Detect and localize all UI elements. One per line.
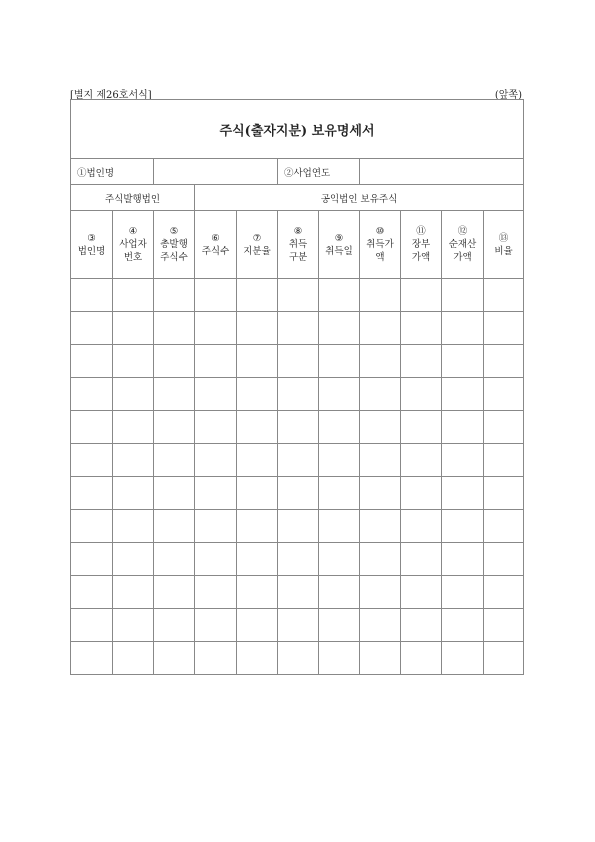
column-label: 취득일 bbox=[325, 245, 353, 257]
table-cell[interactable] bbox=[237, 444, 278, 477]
table-cell[interactable] bbox=[113, 411, 154, 444]
table-cell[interactable] bbox=[71, 279, 113, 312]
table-cell[interactable] bbox=[360, 510, 401, 543]
table-cell[interactable] bbox=[71, 609, 113, 642]
table-cell[interactable] bbox=[319, 345, 360, 378]
table-cell[interactable] bbox=[360, 279, 401, 312]
page-side-label: (앞쪽) bbox=[494, 90, 522, 101]
table-cell[interactable] bbox=[401, 642, 442, 675]
table-cell[interactable] bbox=[195, 510, 237, 543]
table-cell[interactable] bbox=[71, 312, 113, 345]
table-cell[interactable] bbox=[154, 477, 195, 510]
table-cell[interactable] bbox=[195, 279, 237, 312]
table-row bbox=[71, 279, 524, 312]
table-cell[interactable] bbox=[319, 378, 360, 411]
table-row bbox=[71, 345, 524, 378]
table-cell[interactable] bbox=[442, 576, 484, 609]
table-cell[interactable] bbox=[237, 378, 278, 411]
table-cell[interactable] bbox=[154, 576, 195, 609]
column-label: 가액 bbox=[453, 252, 472, 263]
column-label: 번호 bbox=[123, 252, 143, 263]
column-label: 주식수 bbox=[160, 252, 188, 263]
table-cell[interactable] bbox=[71, 543, 113, 576]
column-number: ⑬ bbox=[498, 232, 509, 244]
table-cell[interactable] bbox=[401, 510, 442, 543]
table-cell[interactable] bbox=[360, 378, 401, 411]
table-cell[interactable] bbox=[401, 378, 442, 411]
table-cell[interactable] bbox=[484, 279, 524, 312]
table-cell[interactable] bbox=[154, 345, 195, 378]
table-cell[interactable] bbox=[195, 411, 237, 444]
table-cell[interactable] bbox=[113, 543, 154, 576]
table-cell[interactable] bbox=[154, 510, 195, 543]
table-cell[interactable] bbox=[195, 378, 237, 411]
column-header bbox=[195, 211, 237, 279]
table-cell[interactable] bbox=[360, 411, 401, 444]
table-cell[interactable] bbox=[113, 345, 154, 378]
issuer-group-header: 주식발행법인 bbox=[71, 185, 195, 211]
table-cell[interactable] bbox=[195, 609, 237, 642]
column-number: ⑨ bbox=[334, 232, 344, 244]
table-cell[interactable] bbox=[154, 543, 195, 576]
column-label: 가액 bbox=[411, 252, 431, 263]
table-cell[interactable] bbox=[360, 609, 401, 642]
table-cell[interactable] bbox=[278, 510, 319, 543]
table-cell[interactable] bbox=[360, 345, 401, 378]
table-cell[interactable] bbox=[401, 609, 442, 642]
column-header bbox=[360, 211, 401, 279]
table-cell[interactable] bbox=[484, 312, 524, 345]
column-number: ④ bbox=[128, 226, 138, 237]
table-cell[interactable] bbox=[360, 642, 401, 675]
column-number: ⑩ bbox=[375, 226, 385, 237]
table-cell[interactable] bbox=[360, 444, 401, 477]
table-cell[interactable] bbox=[442, 279, 484, 312]
table-row bbox=[71, 477, 524, 510]
table-cell[interactable] bbox=[401, 477, 442, 510]
table-cell[interactable] bbox=[154, 279, 195, 312]
fiscal-year-field[interactable] bbox=[360, 159, 524, 185]
table-cell[interactable] bbox=[278, 642, 319, 675]
table-cell[interactable] bbox=[113, 477, 154, 510]
table-cell[interactable] bbox=[154, 609, 195, 642]
table-cell[interactable] bbox=[484, 477, 524, 510]
table-cell[interactable] bbox=[113, 642, 154, 675]
table-cell[interactable] bbox=[113, 510, 154, 543]
data-rows bbox=[71, 279, 524, 675]
column-header bbox=[484, 211, 524, 279]
table-cell[interactable] bbox=[237, 576, 278, 609]
table-cell[interactable] bbox=[484, 543, 524, 576]
table-cell[interactable] bbox=[71, 576, 113, 609]
table-cell[interactable] bbox=[278, 279, 319, 312]
column-label: 지분율 bbox=[243, 245, 271, 257]
column-header bbox=[154, 211, 195, 279]
table-cell[interactable] bbox=[484, 609, 524, 642]
column-header bbox=[442, 211, 484, 279]
table-cell[interactable] bbox=[278, 477, 319, 510]
table-cell[interactable] bbox=[113, 378, 154, 411]
table-cell[interactable] bbox=[71, 378, 113, 411]
table-row bbox=[71, 576, 524, 609]
column-label: 취득가 bbox=[366, 239, 394, 250]
table-cell[interactable] bbox=[71, 444, 113, 477]
column-header bbox=[401, 211, 442, 279]
column-label: 취득 bbox=[288, 239, 308, 250]
table-cell[interactable] bbox=[195, 543, 237, 576]
table-cell[interactable] bbox=[442, 642, 484, 675]
column-label: 주식수 bbox=[201, 245, 230, 257]
column-number: ⑧ bbox=[293, 226, 303, 237]
column-label: 법인명 bbox=[77, 245, 106, 257]
table-cell[interactable] bbox=[319, 609, 360, 642]
table-cell[interactable] bbox=[442, 345, 484, 378]
table-cell[interactable] bbox=[442, 312, 484, 345]
table-row bbox=[71, 543, 524, 576]
table-cell[interactable] bbox=[360, 312, 401, 345]
table-cell[interactable] bbox=[278, 378, 319, 411]
column-number: ⑦ bbox=[252, 232, 262, 244]
table-cell[interactable] bbox=[154, 312, 195, 345]
table-cell[interactable] bbox=[237, 543, 278, 576]
table-row bbox=[71, 411, 524, 444]
table-cell[interactable] bbox=[278, 345, 319, 378]
table-cell[interactable] bbox=[113, 312, 154, 345]
table-cell[interactable] bbox=[71, 642, 113, 675]
table-row bbox=[71, 444, 524, 477]
table-cell[interactable] bbox=[237, 411, 278, 444]
table-cell[interactable] bbox=[237, 279, 278, 312]
table-cell[interactable] bbox=[442, 378, 484, 411]
table-cell[interactable] bbox=[195, 477, 237, 510]
table-cell[interactable] bbox=[154, 411, 195, 444]
table-row bbox=[71, 378, 524, 411]
table-cell[interactable] bbox=[195, 444, 237, 477]
table-cell[interactable] bbox=[319, 279, 360, 312]
table-cell[interactable] bbox=[484, 345, 524, 378]
table-cell[interactable] bbox=[278, 609, 319, 642]
table-cell[interactable] bbox=[113, 279, 154, 312]
table-cell[interactable] bbox=[278, 312, 319, 345]
table-cell[interactable] bbox=[71, 510, 113, 543]
table-cell[interactable] bbox=[484, 576, 524, 609]
table-cell[interactable] bbox=[360, 477, 401, 510]
corp-name-field[interactable] bbox=[154, 159, 278, 185]
table-cell[interactable] bbox=[113, 576, 154, 609]
column-label: 구분 bbox=[288, 252, 308, 263]
table-cell[interactable] bbox=[195, 576, 237, 609]
table-cell[interactable] bbox=[237, 510, 278, 543]
table-cell[interactable] bbox=[484, 510, 524, 543]
table-cell[interactable] bbox=[237, 345, 278, 378]
column-header bbox=[278, 211, 319, 279]
table-cell[interactable] bbox=[442, 609, 484, 642]
table-cell[interactable] bbox=[154, 642, 195, 675]
table-cell[interactable] bbox=[195, 642, 237, 675]
table-cell[interactable] bbox=[442, 477, 484, 510]
table-cell[interactable] bbox=[195, 345, 237, 378]
holdings-group-header: 공익법인 보유주식 bbox=[195, 185, 524, 211]
table-cell[interactable] bbox=[442, 411, 484, 444]
table-cell[interactable] bbox=[484, 444, 524, 477]
table-cell[interactable] bbox=[154, 444, 195, 477]
table-cell[interactable] bbox=[71, 345, 113, 378]
table-cell[interactable] bbox=[442, 543, 484, 576]
table-cell[interactable] bbox=[319, 642, 360, 675]
form-number: [별지 제26호서식] bbox=[70, 90, 152, 101]
column-header bbox=[319, 211, 360, 279]
table-cell[interactable] bbox=[401, 345, 442, 378]
table-cell[interactable] bbox=[237, 642, 278, 675]
table-cell[interactable] bbox=[154, 378, 195, 411]
table-row bbox=[71, 312, 524, 345]
fiscal-year-label: ②사업연도 bbox=[278, 159, 360, 185]
table-cell[interactable] bbox=[237, 609, 278, 642]
column-header bbox=[113, 211, 154, 279]
table-cell[interactable] bbox=[319, 543, 360, 576]
table-cell[interactable] bbox=[401, 444, 442, 477]
column-number: ⑤ bbox=[169, 226, 179, 237]
table-cell[interactable] bbox=[237, 312, 278, 345]
table-cell[interactable] bbox=[319, 444, 360, 477]
table-cell[interactable] bbox=[319, 477, 360, 510]
table-cell[interactable] bbox=[237, 477, 278, 510]
table-cell[interactable] bbox=[360, 543, 401, 576]
holdings-form bbox=[70, 99, 524, 675]
column-label: 액 bbox=[375, 252, 385, 263]
table-cell[interactable] bbox=[442, 444, 484, 477]
column-header bbox=[237, 211, 278, 279]
column-number: ⑥ bbox=[211, 232, 220, 244]
table-cell[interactable] bbox=[484, 411, 524, 444]
table-row bbox=[71, 609, 524, 642]
table-cell[interactable] bbox=[401, 312, 442, 345]
table-row bbox=[71, 642, 524, 675]
table-cell[interactable] bbox=[401, 411, 442, 444]
table-cell[interactable] bbox=[113, 609, 154, 642]
table-cell[interactable] bbox=[278, 576, 319, 609]
column-label: 장부 bbox=[411, 239, 431, 250]
table-cell[interactable] bbox=[319, 411, 360, 444]
table-cell[interactable] bbox=[401, 576, 442, 609]
column-number: ⑪ bbox=[416, 226, 426, 237]
table-cell[interactable] bbox=[278, 444, 319, 477]
table-cell[interactable] bbox=[71, 477, 113, 510]
column-header-row bbox=[71, 211, 524, 279]
table-cell[interactable] bbox=[278, 411, 319, 444]
table-cell[interactable] bbox=[71, 411, 113, 444]
column-label: 총발행 bbox=[160, 239, 188, 250]
table-cell[interactable] bbox=[442, 510, 484, 543]
column-label: 사업자 bbox=[119, 239, 147, 250]
column-number: ③ bbox=[87, 232, 96, 244]
corp-name-label: ①법인명 bbox=[71, 159, 154, 185]
table-cell[interactable] bbox=[113, 444, 154, 477]
table-cell[interactable] bbox=[401, 543, 442, 576]
table-cell[interactable] bbox=[319, 576, 360, 609]
table-cell[interactable] bbox=[360, 576, 401, 609]
column-number: ⑫ bbox=[457, 226, 468, 237]
table-cell[interactable] bbox=[319, 312, 360, 345]
table-cell[interactable] bbox=[401, 279, 442, 312]
table-cell[interactable] bbox=[278, 543, 319, 576]
column-header bbox=[71, 211, 113, 279]
column-label: 비율 bbox=[494, 245, 513, 257]
table-row bbox=[71, 510, 524, 543]
table-cell[interactable] bbox=[484, 378, 524, 411]
table-cell[interactable] bbox=[484, 642, 524, 675]
table-cell[interactable] bbox=[195, 312, 237, 345]
form-title: 주식(출자지분) 보유명세서 bbox=[71, 100, 524, 159]
table-cell[interactable] bbox=[319, 510, 360, 543]
column-label: 순재산 bbox=[448, 239, 477, 250]
